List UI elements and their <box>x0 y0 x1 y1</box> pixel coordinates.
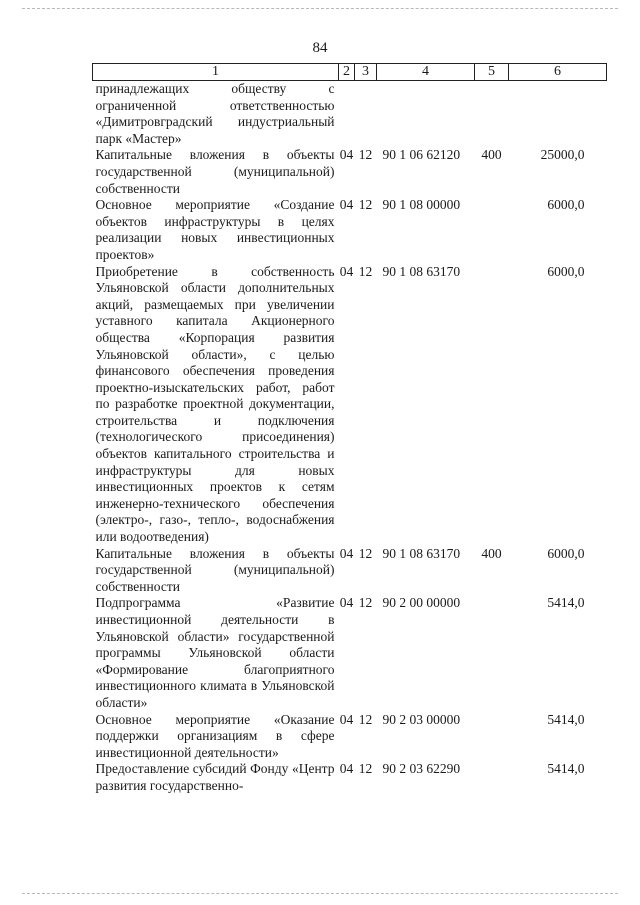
column-header-1: 1 <box>93 64 339 81</box>
scan-edge-bottom <box>22 893 618 894</box>
row-subsection: 12 <box>358 197 373 213</box>
row-expense-type: 400 <box>481 147 502 163</box>
row-name: Капитальные вложения в объекты государственной (муниципальной) собственности <box>95 147 335 196</box>
column-header-3: 3 <box>355 64 377 81</box>
row-section: 04 <box>339 263 354 279</box>
table-row <box>93 595 607 711</box>
table-row <box>93 197 607 263</box>
row-expense-type <box>475 595 509 711</box>
row-target-code: 90 2 00 00000 <box>382 595 461 611</box>
row-name: Предоставление субсидий Фонду «Центр развития государственно- <box>95 761 335 793</box>
column-header-4: 4 <box>377 64 475 81</box>
row-target-code <box>377 81 475 148</box>
row-name: Приобретение в собственность Ульяновской области дополнительных акций, размещаемых при увеличении уставного капитала Акционерного общества «Корпорация развития Ульяновской области», с целью финансового обеспечения проведения проектно-изыскательских работ, работ по разработке проектной документации, строительства и подключения (технологического присоединения) объектов капитального строительства и инфраструктуры для новых инвестиционных проектов к сетям инженерно-технического обеспечения (электро-, газо-, тепло-, водоснабжения или водоотведения) <box>95 263 335 545</box>
table-row <box>93 712 607 762</box>
row-amount: 5414,0 <box>547 711 585 727</box>
row-subsection: 12 <box>358 147 373 163</box>
row-subsection: 12 <box>358 761 373 777</box>
row-amount: 5414,0 <box>547 761 585 777</box>
table-row <box>93 81 607 148</box>
row-target-code: 90 2 03 00000 <box>382 711 461 727</box>
row-target-code: 90 1 06 62120 <box>382 147 461 163</box>
row-expense-type <box>475 761 509 794</box>
row-subsection: 12 <box>358 595 373 611</box>
row-name: Основное мероприятие «Оказание поддержки организациям в сфере инвестиционной деятельности» <box>95 711 335 760</box>
row-expense-type: 400 <box>481 545 502 561</box>
row-name: Капитальные вложения в объекты государственной (муниципальной) собственности <box>95 545 335 594</box>
column-header-6: 6 <box>509 64 607 81</box>
row-expense-type <box>475 264 509 546</box>
page-number: 84 <box>312 40 328 56</box>
budget-table <box>92 63 607 795</box>
table-row <box>93 761 607 794</box>
table-body <box>93 81 607 795</box>
table-row <box>93 147 607 197</box>
row-expense-type <box>475 712 509 762</box>
row-target-code: 90 1 08 63170 <box>382 545 461 561</box>
table-row <box>93 264 607 546</box>
column-header-2: 2 <box>339 64 355 81</box>
row-section: 04 <box>339 147 354 163</box>
row-expense-type <box>475 197 509 263</box>
row-amount: 6000,0 <box>547 197 585 213</box>
row-subsection: 12 <box>358 711 373 727</box>
row-amount: 5414,0 <box>547 595 585 611</box>
row-amount: 25000,0 <box>540 147 585 163</box>
row-section: 04 <box>339 545 354 561</box>
row-target-code: 90 1 08 63170 <box>382 263 461 279</box>
row-section <box>339 81 355 148</box>
row-amount: 6000,0 <box>547 545 585 561</box>
row-amount <box>509 81 607 148</box>
row-subsection: 12 <box>358 545 373 561</box>
column-header-5: 5 <box>475 64 509 81</box>
table-row <box>93 546 607 596</box>
table-header <box>93 64 607 81</box>
row-subsection <box>355 81 377 148</box>
row-expense-type <box>475 81 509 148</box>
row-amount: 6000,0 <box>547 263 585 279</box>
row-section: 04 <box>339 761 354 777</box>
row-section: 04 <box>339 197 354 213</box>
row-section: 04 <box>339 711 354 727</box>
row-name: принадлежащих обществу с ограниченной ответственностью «Димитровградский индустриальный парк «Мастер» <box>95 81 335 146</box>
row-target-code: 90 2 03 62290 <box>382 761 461 777</box>
row-section: 04 <box>339 595 354 611</box>
scan-edge-top <box>22 8 618 9</box>
row-name: Основное мероприятие «Создание объектов инфраструктуры в целях реализации новых инвестиционных проектов» <box>95 197 335 262</box>
row-subsection: 12 <box>358 263 373 279</box>
row-target-code: 90 1 08 00000 <box>382 197 461 213</box>
row-name: Подпрограмма «Развитие инвестиционной деятельности в Ульяновской области» государственной программы Ульяновской области «Формирование благоприятного инвестиционного климата в Ульяновской области» <box>95 595 335 710</box>
